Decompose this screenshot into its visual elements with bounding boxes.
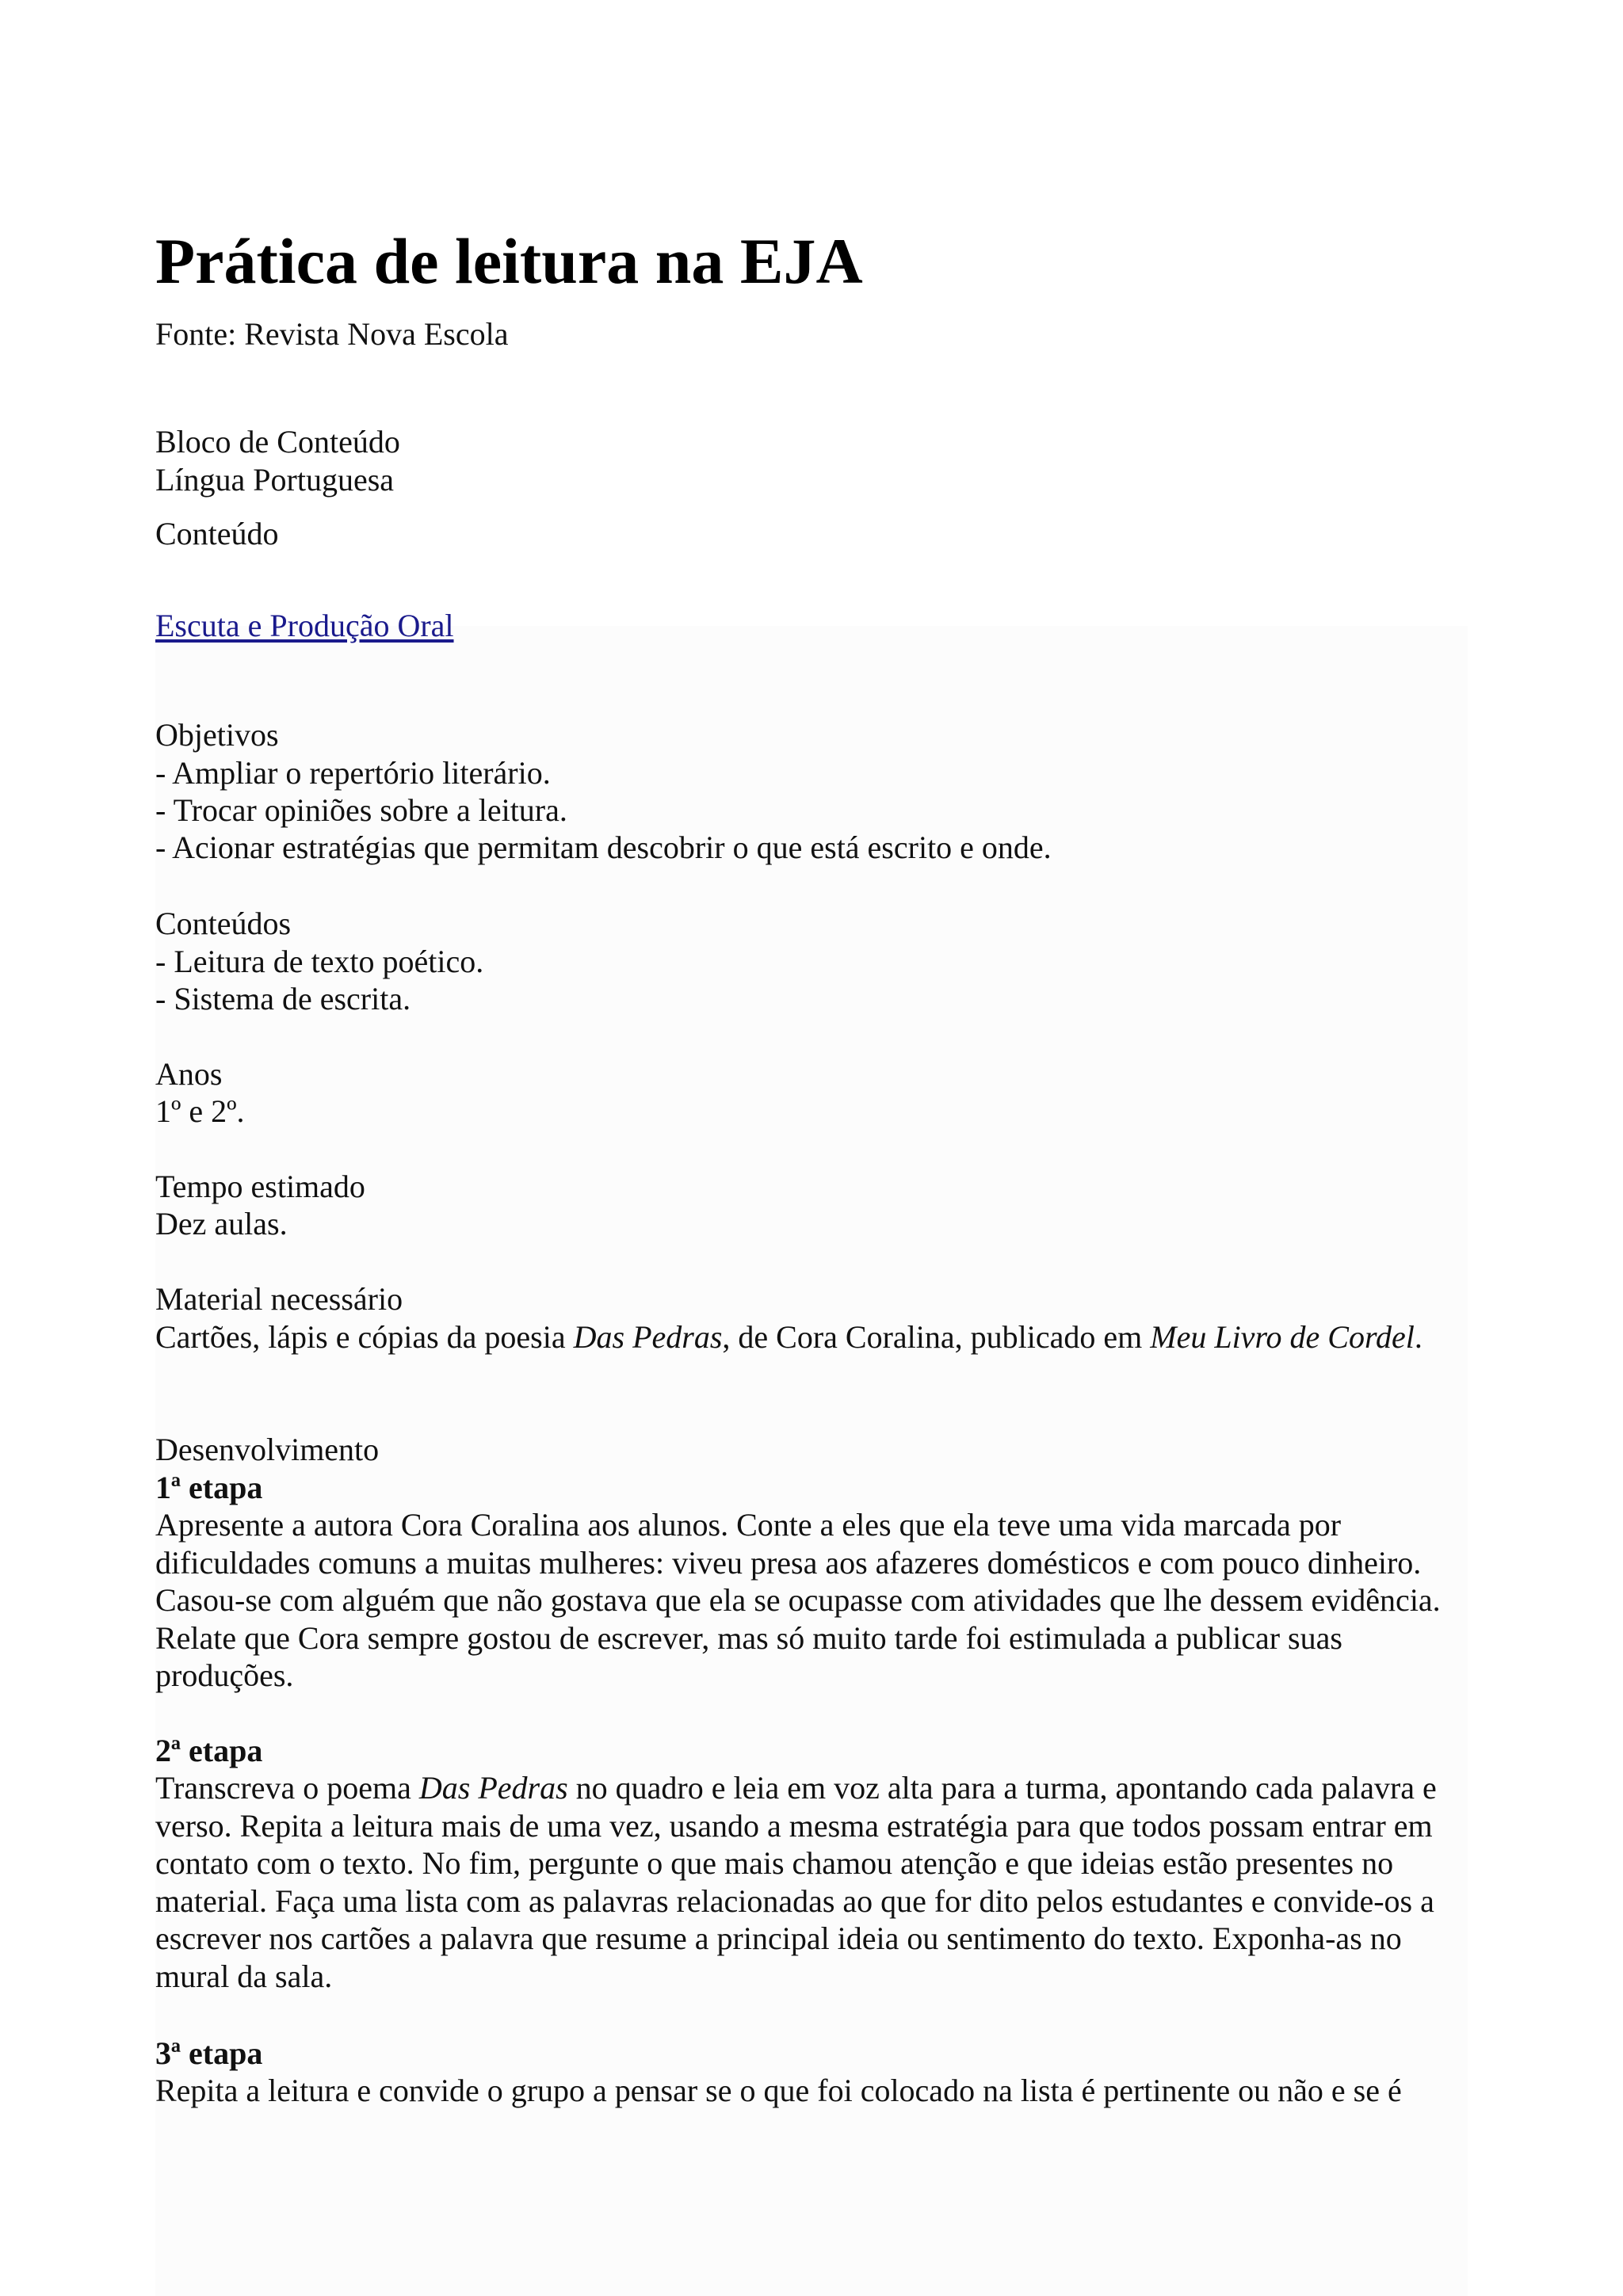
- etapa2-heading: 2ª etapa: [155, 1733, 263, 1768]
- anos-value: 1º e 2º.: [155, 1093, 245, 1129]
- conteudos-label: Conteúdos: [155, 906, 292, 941]
- objetivos-item: - Ampliar o repertório literário.: [155, 755, 551, 791]
- poem-title: Das Pedras: [418, 1770, 568, 1806]
- etapa3-heading: 3ª etapa: [155, 2035, 263, 2071]
- objetivos-item: - Acionar estratégias que permitam descobrir o que está escrito e onde.: [155, 830, 1052, 865]
- tempo-value: Dez aulas.: [155, 1206, 288, 1241]
- etapa3-text: Repita a leitura e convide o grupo a pensar se o que foi colocado na lista é pertinente ou não e se é: [155, 2073, 1402, 2108]
- material-text: Cartões, lápis e cópias da poesia Das Pedras, de Cora Coralina, publicado em Meu Livro de Cordel.: [155, 1319, 1423, 1355]
- tempo-label: Tempo estimado: [155, 1169, 365, 1204]
- objetivos-label: Objetivos: [155, 717, 279, 753]
- document-title: Prática de leitura na EJA: [155, 225, 863, 297]
- bloco-value: Língua Portuguesa: [155, 462, 395, 498]
- book-title: Meu Livro de Cordel: [1150, 1319, 1415, 1355]
- etapa2-text: Transcreva o poema Das Pedras no quadro e leia em voz alta para a turma, apontando cada palavra e verso. Repita a leitura mais de uma vez, usando a mesma estratégia para que todos possam entrar em contato com o texto. No fim, pergunte o que mais chamou atenção e que ideias estão presentes no material. Faça uma lista com as palavras relacionadas ao que for dito pelos estudantes e convide-os a escrever nos cartões a palavra que resume a principal ideia ou sentimento do texto. Exponha-as no mural da sala.: [155, 1770, 1437, 1994]
- bloco-label: Bloco de Conteúdo: [155, 424, 400, 460]
- etapa1-text: Apresente a autora Cora Coralina aos alunos. Conte a eles que ela teve uma vida marcada por dificuldades comuns a muitas mulheres: viveu presa aos afazeres domésticos e com pouco dinheiro. Casou-se com alguém que não gostava que ela se ocupasse com atividades que lhe dessem evidência. Relate que Cora sempre gostou de escrever, mas só muito tarde foi estimulada a publicar suas produções.: [155, 1507, 1441, 1693]
- conteudo-link[interactable]: Escuta e Produção Oral: [155, 608, 454, 643]
- source-line: Fonte: Revista Nova Escola: [155, 316, 509, 352]
- conteudo-label: Conteúdo: [155, 516, 279, 551]
- poem-title: Das Pedras: [573, 1319, 723, 1355]
- objetivos-item: - Trocar opiniões sobre a leitura.: [155, 792, 567, 828]
- conteudos-item: - Sistema de escrita.: [155, 981, 411, 1016]
- etapa1-heading: 1ª etapa: [155, 1470, 263, 1505]
- material-label: Material necessário: [155, 1281, 403, 1317]
- conteudos-item: - Leitura de texto poético.: [155, 944, 484, 979]
- anos-label: Anos: [155, 1056, 223, 1092]
- desenvolvimento-label: Desenvolvimento: [155, 1432, 380, 1467]
